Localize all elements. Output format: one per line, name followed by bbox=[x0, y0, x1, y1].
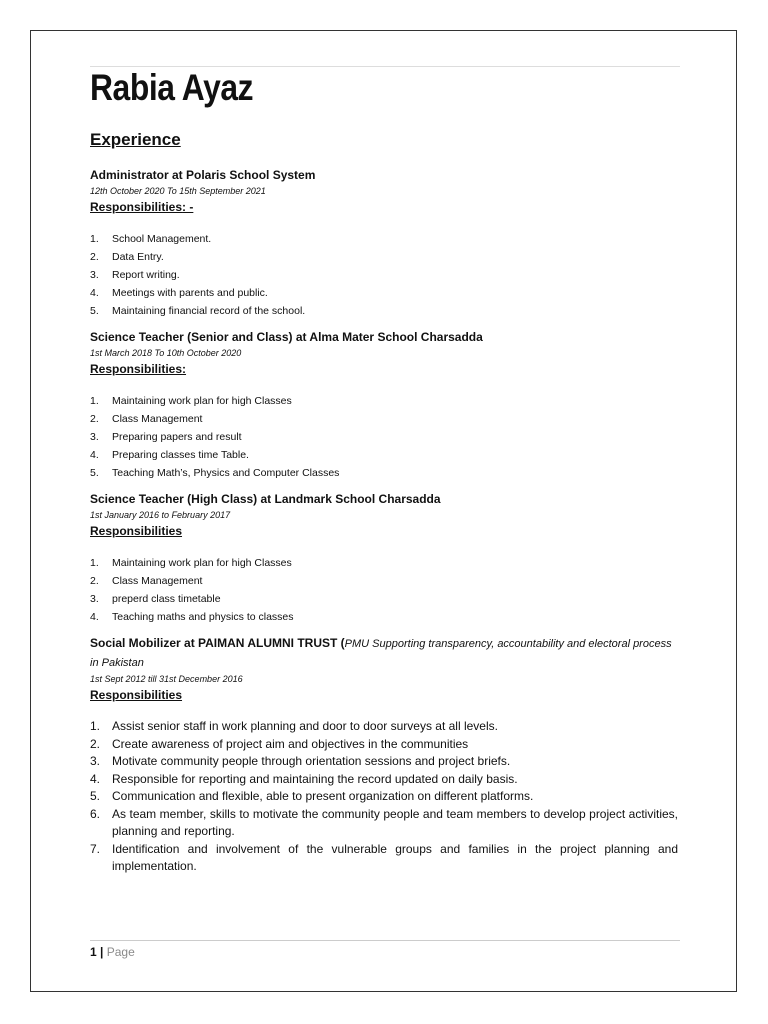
page-number: 1 bbox=[90, 945, 97, 959]
duties-list bbox=[90, 718, 678, 876]
duties-list bbox=[90, 230, 678, 320]
responsibilities-label: Responsibilities: bbox=[90, 362, 187, 376]
duties-list bbox=[90, 554, 678, 626]
footer-rule bbox=[90, 940, 680, 941]
list-item: 1. School Management. bbox=[90, 233, 212, 245]
list-item: 1. Assist senior staff in work planning and door to door surveys at all levels. bbox=[90, 719, 498, 733]
job-entry bbox=[90, 634, 678, 876]
job-date: 1st Sept 2012 till 31st December 2016 bbox=[90, 674, 243, 684]
list-item: 5. Communication and flexible, able to present organization on different platforms. bbox=[90, 789, 534, 803]
section-heading-experience: Experience bbox=[90, 130, 181, 149]
list-item: 4. Teaching maths and physics to classes bbox=[90, 611, 294, 623]
list-item: 4. Preparing classes time Table. bbox=[90, 449, 249, 461]
page-word: Page bbox=[106, 945, 135, 959]
job-note: PMU Supporting transparency, accountability and electoral process in Pakistan bbox=[90, 638, 672, 669]
list-item: 2. Create awareness of project aim and objectives in the communities bbox=[90, 736, 469, 751]
list-item: 2. Data Entry. bbox=[90, 251, 164, 263]
duties-list bbox=[90, 392, 678, 482]
job-entry bbox=[90, 490, 678, 626]
list-item: 5. Maintaining financial record of the school. bbox=[90, 305, 306, 317]
list-item: 4. Meetings with parents and public. bbox=[90, 287, 268, 299]
job-date: 1st January 2016 to February 2017 bbox=[90, 510, 231, 520]
job-date: 1st March 2018 To 10th October 2020 bbox=[90, 348, 242, 358]
list-item: 1. Maintaining work plan for high Classes bbox=[90, 395, 292, 407]
responsibilities-label: Responsibilities: - bbox=[90, 200, 194, 214]
resume-content bbox=[90, 128, 678, 884]
responsibilities-label: Responsibilities bbox=[90, 688, 183, 702]
job-date: 12th October 2020 To 15th September 2021 bbox=[90, 186, 266, 196]
job-entry bbox=[90, 166, 678, 320]
page-footer bbox=[90, 944, 135, 960]
responsibilities-label: Responsibilities bbox=[90, 524, 183, 538]
list-item: 3. Motivate community people through orientation sessions and project briefs. bbox=[90, 754, 511, 768]
job-title: Social Mobilizer at PAIMAN ALUMNI TRUST (PMU Supporting transparency, accountability and electoral process in Pakistan bbox=[90, 636, 672, 669]
job-title: Science Teacher (Senior and Class) at Alma Mater School Charsadda bbox=[90, 330, 483, 344]
list-item: 5. Teaching Math’s, Physics and Computer Classes bbox=[90, 467, 340, 479]
job-entry bbox=[90, 328, 678, 482]
list-item: 2. Class Management bbox=[90, 413, 203, 425]
resume-name: Rabia Ayaz bbox=[90, 67, 254, 108]
list-item: 2. Class Management bbox=[90, 575, 203, 587]
list-item: 7. Identification and involvement of the vulnerable groups and families in the project planning and implementation. bbox=[90, 841, 678, 873]
list-item: 3. Report writing. bbox=[90, 269, 180, 281]
list-item: 4. Responsible for reporting and maintaining the record updated on daily basis. bbox=[90, 771, 518, 786]
job-title: Administrator at Polaris School System bbox=[90, 168, 316, 182]
page-separator: | bbox=[100, 945, 104, 959]
job-title: Science Teacher (High Class) at Landmark School Charsadda bbox=[90, 492, 441, 506]
list-item: 3. Preparing papers and result bbox=[90, 431, 242, 443]
list-item: 1. Maintaining work plan for high Classes bbox=[90, 557, 292, 569]
list-item: 6. As team member, skills to motivate the community people and team members to develop project activities, planning and reporting. bbox=[90, 806, 678, 838]
list-item: 3. preperd class timetable bbox=[90, 593, 221, 605]
